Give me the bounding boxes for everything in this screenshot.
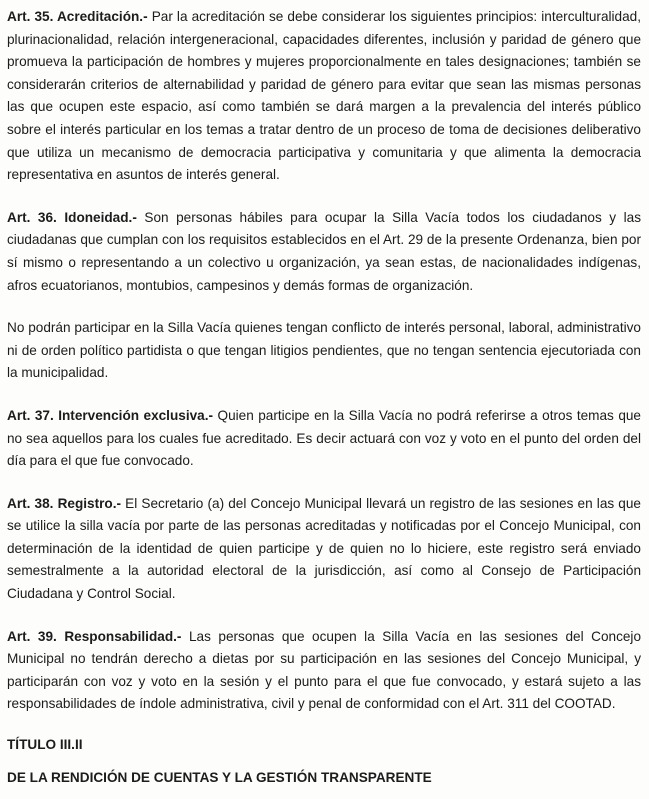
article-heading: Art. 37. Intervención exclusiva.- bbox=[7, 407, 214, 423]
article-heading: Art. 39. Responsabilidad.- bbox=[7, 628, 182, 644]
article-body: Quien participe en la Silla Vacía no podrá referirse a otros temas que no sea aquellos para los cuales fue acreditado. Es decir actuará con voz y voto en el punto del orden del día para el que fue convocado. bbox=[7, 407, 641, 469]
article-35 bbox=[7, 6, 641, 187]
article-heading: Art. 36. Idoneidad.- bbox=[7, 209, 137, 225]
article-39 bbox=[7, 626, 641, 716]
article-36-paragraph-2 bbox=[7, 317, 641, 385]
article-38 bbox=[7, 493, 641, 606]
article-body: El Secretario (a) del Concejo Municipal llevará un registro de las sesiones en las que se utilice la silla vacía por parte de las personas acreditadas y notificadas por el Concejo Municipal, con determinación de la identidad de quien participe y de quien no lo hiciere, este registro será enviado semestralmente a la autoridad electoral de la jurisdicción, así como al Consejo de Participación Ciudadana y Control Social. bbox=[7, 495, 641, 602]
article-heading: Art. 35. Acreditación.- bbox=[7, 9, 148, 24]
article-body: Son personas hábiles para ocupar la Silla Vacía todos los ciudadanos y las ciudadanas que cumplan con los requisitos establecidos en el Art. 29 de la presente Ordenanza, bien por sí mismo o representando a un colectivo u organización, ya sean estas, de nacionalidades indígenas, afros ecuatorianos, montubios, campesinos y demás formas de organización. bbox=[7, 209, 642, 293]
section-subtitle: DE LA RENDICIÓN DE CUENTAS Y LA GESTIÓN TRANSPARENTE bbox=[7, 770, 432, 785]
article-body: No podrán participar en la Silla Vacía quienes tengan conflicto de interés personal, laboral, administrativo ni de orden político partidista o que tengan litigios pendientes, que no tengan sentencia ejecutoriada con la municipalidad. bbox=[7, 320, 641, 381]
article-body: Las personas que ocupen la Silla Vacía en las sesiones del Concejo Municipal no tendrán derecho a dietas por su participación en las sesiones del Concejo Municipal, y participarán con voz y voto en la sesión y el punto para el que fue convocado, y estará sujeto a las responsabilidades de índole administrativa, civil y penal de conformidad con el Art. 311 del COOTAD. bbox=[7, 628, 642, 712]
section-title: TÍTULO III.II bbox=[7, 737, 83, 752]
article-37 bbox=[7, 405, 641, 473]
article-body: Par la acreditación se debe considerar los siguientes principios: interculturalidad, plurinacionalidad, relación intergeneracional, capacidades diferentes, inclusión y paridad de género que promueva la participación de hombres y mujeres proporcionalmente en tales designaciones; también se considerarán criterios de alternabilidad y paridad de género para evitar que sean las mismas personas las que ocupen este espacio, así como también se dará margen a la prevalencia del interés público sobre el interés particular en los temas a tratar dentro de un proceso de toma de decisiones deliberativo que utiliza un mecanismo de democracia participativa y comunitaria y que alimenta la democracia representativa en asuntos de interés general. bbox=[7, 9, 642, 183]
article-heading: Art. 38. Registro.- bbox=[7, 495, 122, 511]
article-36 bbox=[7, 207, 641, 297]
